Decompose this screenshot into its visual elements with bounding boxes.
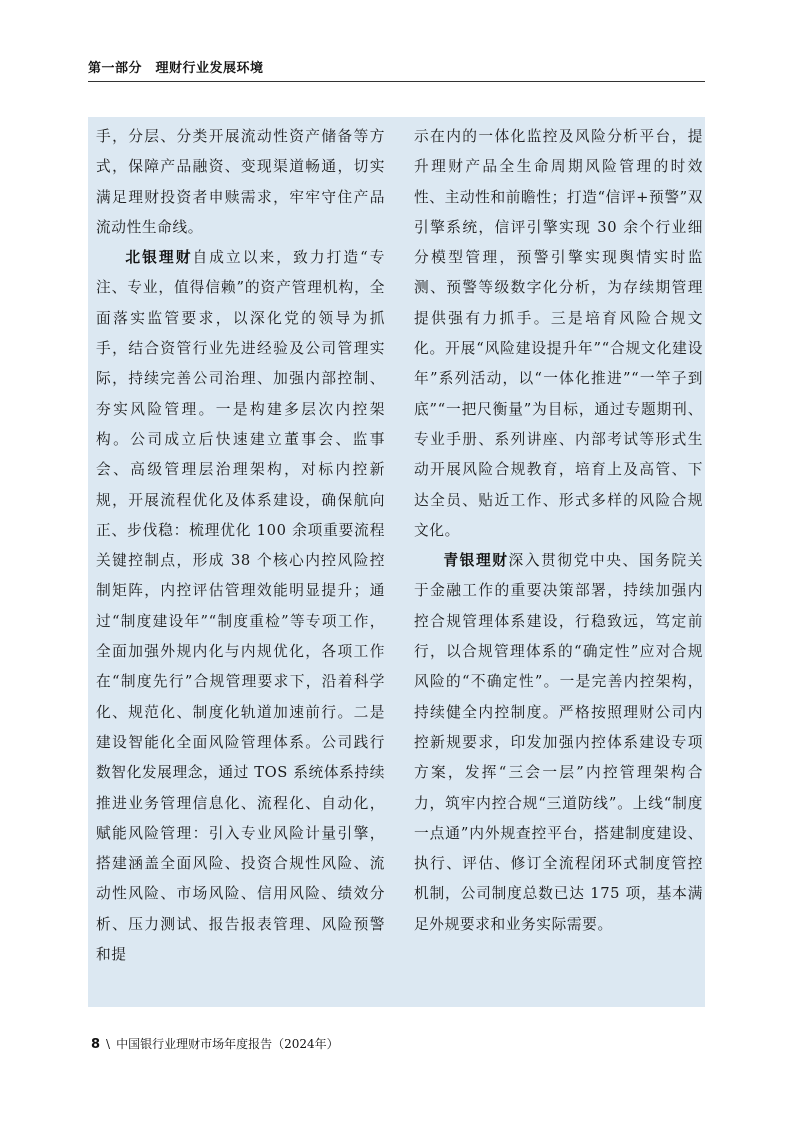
footer-separator: \ (106, 1037, 111, 1051)
left-paragraph-2 (96, 243, 385, 970)
running-header: 第一部分 理财行业发展环境 (88, 61, 264, 76)
right-paragraph-1: 示在内的一体化监控及风险分析平台，提升理财产品全生命周期风险管理的时效性、主动性和前瞻性；打造“信评+预警”双引擎系统，信评引擎实现 30 余个行业细分模型管理，预警引擎实现舆情实时监测、预警等级数字化分析，为存续期管理提供强有力抓手。三是培育风险合规文化。开展“风险建设提升年”“合规文化建设年”系列活动，以“一体化推进”“一竿子到底”“一把尺衡量”为目标，通过专题期刊、专业手册、系列讲座、内部考试等形式生动开展风险合规教育，培育上及高管、下达全员、贴近工作、形式多样的风险合规文化。 (414, 128, 704, 539)
left-paragraph-2-text: 自成立以来，致力打造“专注、专业，值得信赖”的资产管理机构，全面落实监管要求，以深化党的领导为抓手，结合资管行业先进经验及公司管理实际，持续完善公司治理、加强内部控制、夯实风险管理。一是构建多层次内控架构。公司成立后快速建立董事会、监事会、高级管理层治理架构，对标内控新规，开展流程优化及体系建设，确保航向正、步伐稳：梳理优化 100 余项重要流程关键控制点，形成 38 个核心内控风险控制矩阵，内控评估管理效能明显提升；通过“制度建设年”“制度重检”等专项工作，全面加强外规内化与内规优化，各项工作在“制度先行”合规管理要求下，沿着科学化、规范化、制度化轨道加速前行。二是建设智能化全面风险管理体系。公司践行数智化发展理念，通过 TOS 系统体系持续推进业务管理信息化、流程化、自动化，赋能风险管理：引入专业风险计量引擎，搭建涵盖全面风险、投资合规性风险、流动性风险、市场风险、信用风险、绩效分析、压力测试、报告报表管理、风险预警和提 (96, 249, 385, 964)
right-paragraph-2-text: 深入贯彻党中央、国务院关于金融工作的重要决策部署，持续加强内控合规管理体系建设，行稳致远，笃定前行，以合规管理体系的“确定性”应对合规风险的“不确定性”。一是完善内控架构，持续健全内控制度。严格按照理财公司内控新规要求，印发加强内控体系建设专项方案，发挥“三会一层”内控管理架构合力，筑牢内控合规“三道防线”。上线“制度一点通”内外规查控平台，搭建制度建设、执行、评估、修订全流程闭环式制度管控机制，公司制度总数已达 175 项，基本满足外规要求和业务实际需要。 (414, 552, 703, 933)
page-footer (91, 1035, 339, 1052)
right-paragraph-2 (414, 546, 703, 940)
right-column (414, 122, 703, 940)
company-name-qingyin: 青银理财 (443, 552, 509, 570)
footer-report-title: 中国银行业理财市场年度报告（2024年） (116, 1037, 339, 1051)
left-column (96, 122, 385, 970)
company-name-beiyin: 北银理财 (125, 249, 193, 267)
page-number: 8 (91, 1037, 101, 1052)
left-paragraph-1: 手，分层、分类开展流动性资产储备等方式，保障产品融资、变现渠道畅通，切实满足理财投资者申赎需求，牢牢守住产品流动性生命线。 (96, 128, 385, 236)
header-rule (88, 81, 705, 82)
